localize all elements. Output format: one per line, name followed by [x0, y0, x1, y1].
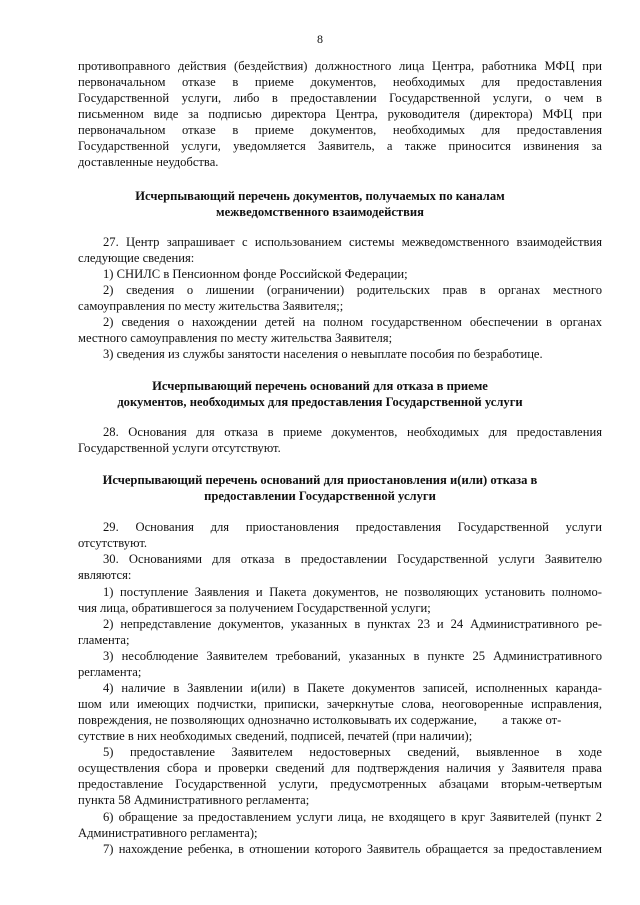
text-line: 28. Основания для отказа в приеме документов, необходимых для предоставления: [103, 425, 602, 439]
text-line: Государственной услуги, либо в предоставлении Государственной услуги, о чем в: [78, 91, 602, 105]
text-line: доставленные неудобства.: [78, 155, 219, 169]
text-line: 27. Центр запрашивает с использованием системы межведомственного взаимодействия: [103, 235, 602, 249]
section-heading: Исчерпывающий перечень оснований для приостановления и(или) отказа в: [102, 473, 538, 487]
text-line: гламента;: [78, 633, 130, 647]
text-line: 6) обращение за предоставлением услуги лица, не входящего в круг Заявителей (пункт 2: [103, 810, 602, 824]
text-line: первоначальном отказе в приеме документов, необходимых для предоставления: [78, 123, 602, 137]
text-line: являются:: [78, 568, 132, 582]
text-line: первоначальном отказе в приеме документов, необходимых для предоставления: [78, 75, 602, 89]
text-line: следующие сведения:: [78, 251, 195, 265]
text-line: осуществления сбора и проверки сведений для подтверждения наличия у Заявителя права: [78, 761, 602, 775]
text-line: 29. Основания для приостановления предоставления Государственной услуги: [103, 520, 602, 534]
text-line: местного самоуправления по месту жительства Заявителя;: [78, 331, 393, 345]
text-line: чия лица, обратившегося за получением Государственной услуги;: [78, 601, 431, 615]
text-line: Административного регламента);: [78, 826, 258, 840]
text-line: предоставление Государственной услуги, предусмотренных абзацами вторым-четвертым: [78, 777, 602, 791]
text-line: 2) сведения о нахождении детей на полном государственном обеспечении в органах: [103, 315, 602, 329]
text-line: 1) поступление Заявления и Пакета документов, не позволяющих установить полномо-: [103, 585, 602, 599]
text-line: отсутствуют.: [78, 536, 148, 550]
text-line: письменном виде за подписью директора Центра, руководителя (директора) МФЦ при: [78, 107, 602, 121]
text-line: 2) сведения о лишении (ограничении) родительских прав в органах местного: [103, 283, 602, 297]
text-line: противоправного действия (бездействия) должностного лица Центра, работника МФЦ при: [78, 59, 602, 73]
text-line: 1) СНИЛС в Пенсионном фонде Российской Федерации;: [103, 267, 408, 281]
text-line: 7) нахождение ребенка, в отношении которого Заявитель обращается за предоставлением: [103, 842, 602, 856]
text-line: 3) сведения из службы занятости населения о невыплате пособия по безработице.: [103, 347, 543, 361]
text-line: регламента;: [78, 665, 142, 679]
page-number: 8: [317, 32, 323, 46]
text-line: Государственной услуги, уведомляется Заявитель, а также приносится извинения за: [78, 139, 602, 153]
text-line: 2) непредставление документов, указанных в пунктах 23 и 24 Административного ре-: [103, 617, 602, 631]
text-line: самоуправления по месту жительства Заявителя;;: [78, 299, 344, 313]
text-line: 4) наличие в Заявлении и(или) в Пакете документов записей, исполненных каранда-: [103, 681, 602, 695]
section-heading: предоставлении Государственной услуги: [204, 489, 436, 503]
section-heading: межведомственного взаимодействия: [216, 205, 424, 219]
text-line: сутствие в них необходимых сведений, подписей, печатей (при наличии);: [78, 729, 473, 743]
section-heading: Исчерпывающий перечень документов, получаемых по каналам: [135, 189, 505, 203]
text-line: Государственной услуги отсутствуют.: [78, 441, 281, 455]
text-line: 3) несоблюдение Заявителем требований, указанных в пункте 25 Административного: [103, 649, 602, 663]
text-line: 30. Основаниями для отказа в предоставлении Государственной услуги Заявителю: [103, 552, 602, 566]
section-heading: документов, необходимых для предоставления Государственной услуги: [117, 395, 523, 409]
text-line: шом или имеющих подчистки, приписки, зачеркнутые слова, неоговоренные исправления,: [78, 697, 602, 711]
text-line: 5) предоставление Заявителем недостоверных сведений, выявленное в ходе: [103, 745, 602, 759]
text-line: пункта 58 Административного регламента;: [78, 793, 310, 807]
section-heading: Исчерпывающий перечень оснований для отказа в приеме: [152, 379, 488, 393]
text-line: повреждения, не позволяющих однозначно истолковывать их содержание, а также от-: [78, 713, 562, 727]
